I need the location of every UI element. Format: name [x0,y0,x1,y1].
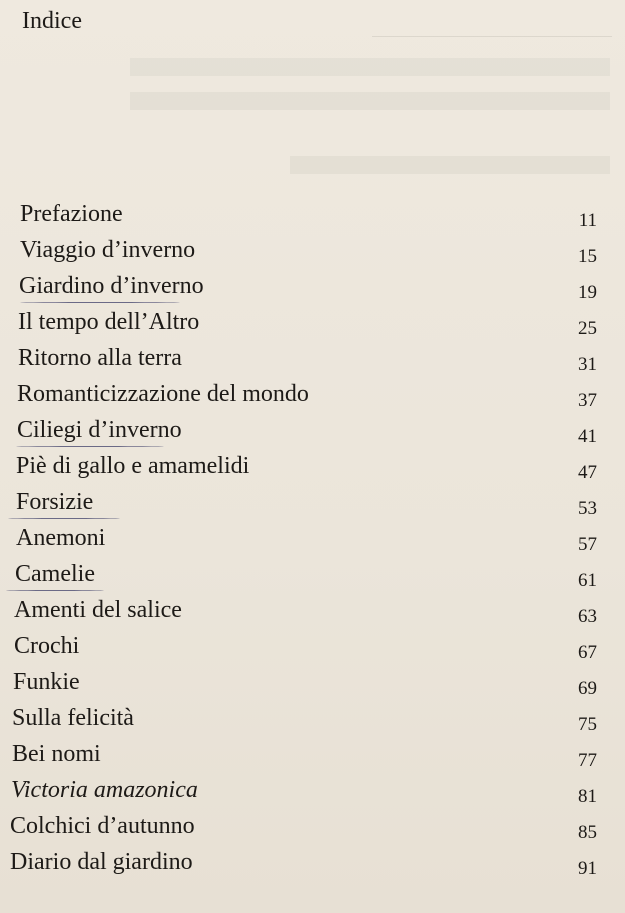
toc-entry-page: 15 [578,246,597,267]
toc-entry [0,412,625,448]
toc-entry [0,628,625,664]
toc-entry-page: 67 [578,642,597,663]
toc-entry-label: Funkie [13,669,80,695]
toc-entry-page: 31 [578,354,597,375]
toc-entry-page: 57 [578,534,597,555]
page-title: Indice [22,8,82,34]
toc-entry-label: Piè di gallo e amamelidi [16,453,250,479]
show-through-shadow [372,20,612,37]
toc-entry-page: 75 [578,714,597,735]
toc-entry-page: 53 [578,498,597,519]
toc-entry-label: Il tempo dell’Altro [18,309,200,335]
toc-entry-page: 77 [578,750,597,771]
toc-entry-label: Camelie [15,561,95,587]
toc-entry-page: 69 [578,678,597,699]
toc-entry [0,592,625,628]
toc-entry [0,232,625,268]
toc-entry [0,484,625,520]
toc-entry [0,520,625,556]
toc-entry-page: 11 [578,210,597,231]
pencil-underline [16,446,164,447]
toc-entry-label: Bei nomi [12,741,101,767]
toc-entry-label: Colchici d’autunno [10,813,195,839]
toc-entry-label: Viaggio d’inverno [20,237,196,263]
pencil-underline [6,590,104,591]
show-through-shadow [130,92,610,110]
toc-entry [0,736,625,772]
pencil-underline [8,518,120,519]
toc-entry-label: Romanticizzazione del mondo [17,381,309,407]
toc-entry-label: Prefazione [20,201,123,227]
toc-entry [0,556,625,592]
toc-entry-label: Diario dal giardino [10,849,193,875]
toc-entry [0,700,625,736]
toc-entry [0,808,625,844]
toc-entry-label: Ciliegi d’inverno [17,417,182,443]
toc-entry-label: Anemoni [16,525,106,551]
toc-entry [0,448,625,484]
toc-entry-label: Ritorno alla terra [18,345,182,371]
show-through-shadow [130,58,610,76]
toc-entry [0,844,625,880]
toc-entry-label: Forsizie [16,489,94,515]
toc-entry-page: 81 [578,786,597,807]
toc-entry-page: 91 [578,858,597,879]
toc-entry-page: 19 [578,282,597,303]
toc-entry-page: 47 [578,462,597,483]
toc-entry [0,340,625,376]
toc-entry [0,664,625,700]
toc-entry-label: Crochi [14,633,80,659]
toc-entry-page: 63 [578,606,597,627]
toc-entry [0,196,625,232]
show-through-shadow [290,156,610,174]
toc-entry-label: Giardino d’inverno [19,273,204,299]
toc-entry [0,268,625,304]
toc-entry-page: 61 [578,570,597,591]
toc-entry-label: Victoria amazonica [11,777,198,803]
toc-entry-page: 37 [578,390,597,411]
toc-entry-page: 41 [578,426,597,447]
toc-entry [0,304,625,340]
toc-entry-page: 25 [578,318,597,339]
toc-entry [0,376,625,412]
toc-entry [0,772,625,808]
toc-entry-label: Amenti del salice [14,597,182,623]
toc-entry-page: 85 [578,822,597,843]
toc-entry-label: Sulla felicità [12,705,134,731]
pencil-underline [20,302,180,303]
